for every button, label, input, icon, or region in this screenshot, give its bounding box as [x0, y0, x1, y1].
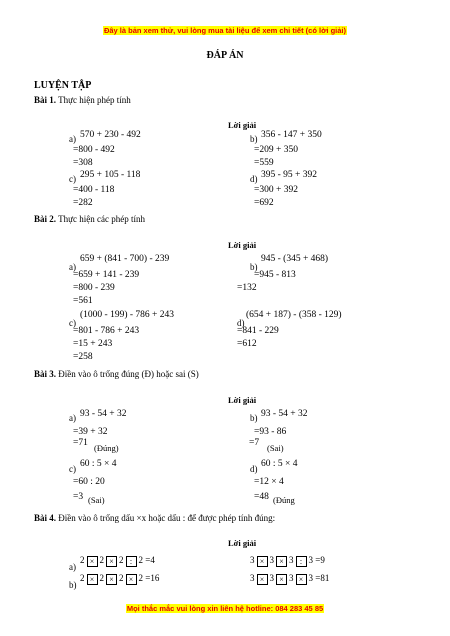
bai1-d-line: =300 + 392 — [254, 185, 298, 195]
bai1-heading: Bài 1. Thực hiện phép tính — [34, 95, 131, 105]
operator-box[interactable]: × — [126, 574, 137, 585]
bai1-solution-label: Lời giải — [228, 120, 257, 130]
bai2-a-line: =561 — [73, 296, 93, 306]
bai2-d-label: d) — [237, 318, 245, 328]
bai3-d-line: =12 × 4 — [254, 477, 284, 487]
bai2-heading: Bài 2. Thực hiện các phép tính — [34, 214, 145, 224]
bai2-b-label: b) — [250, 262, 258, 272]
bai4-heading: Bài 4. Điền vào ô trống dấu ×x hoặc dấu : để được phép tính đúng: — [34, 513, 276, 523]
bai1-a-label: a) — [69, 134, 76, 144]
bai3-c-verdict: (Sai) — [88, 495, 105, 505]
bai3-heading: Bài 3. Điền vào ô trống đúng (Đ) hoặc sai (S) — [34, 369, 199, 379]
bai1-a-line: =800 - 492 — [73, 145, 115, 155]
bai1-b-line: =559 — [254, 158, 274, 168]
bai3-c-line: 60 : 5 × 4 — [80, 459, 117, 469]
bai1-b-line: 356 - 147 + 350 — [261, 130, 322, 140]
bai2-d-line: =612 — [237, 339, 257, 349]
bai3-solution-label: Lời giải — [228, 395, 257, 405]
bai1-b-line: =209 + 350 — [254, 145, 298, 155]
bai2-a-line: 659 + (841 - 700) - 239 — [80, 254, 170, 264]
bai3-b-verdict: (Sai) — [267, 443, 284, 453]
bai3-a-verdict: (Đúng) — [94, 443, 119, 453]
bai3-a-line: =71 — [73, 438, 88, 448]
bai1-d-label: d) — [250, 174, 258, 184]
bai3-d-line: 60 : 5 × 4 — [261, 459, 298, 469]
bai4-d-expression: 3 × 3 × 3 × 3 =81 — [250, 573, 330, 584]
operator-box[interactable]: × — [257, 556, 268, 567]
section-title: LUYỆN TẬP — [34, 80, 92, 91]
bai4-c-expression: 3 × 3 × 3 : 3 =9 — [250, 555, 325, 566]
bai1-d-line: 395 - 95 + 392 — [261, 170, 318, 180]
bai3-d-label: d) — [250, 464, 258, 474]
bai2-b-line: =945 - 813 — [254, 270, 296, 280]
bai2-d-line: =841 - 229 — [237, 326, 279, 336]
bai1-a-line: 570 + 230 - 492 — [80, 130, 141, 140]
hotline-banner: Mọi thắc mắc vui lòng xin liên hệ hotline: 084 283 45 85 — [126, 604, 324, 613]
bai1-d-line: =692 — [254, 198, 274, 208]
bai1-c-line: =282 — [73, 198, 93, 208]
operator-box[interactable]: × — [106, 574, 117, 585]
bai4-b-label: b) — [69, 580, 77, 590]
operator-box[interactable]: × — [87, 556, 98, 567]
bai3-a-label: a) — [69, 413, 76, 423]
bai2-c-line: (1000 - 199) - 786 + 243 — [80, 310, 175, 320]
bai4-a-expression: 2 × 2 × 2 : 2 =4 — [80, 555, 155, 566]
bai3-c-label: c) — [69, 464, 76, 474]
bai2-solution-label: Lời giải — [228, 240, 257, 250]
bai3-b-label: b) — [250, 413, 258, 423]
bai2-a-line: =659 + 141 - 239 — [73, 270, 140, 280]
bai2-c-line: =15 + 243 — [73, 339, 113, 349]
operator-box[interactable]: × — [87, 574, 98, 585]
bai4-a-label: a) — [69, 562, 76, 572]
bai4-b-expression: 2 × 2 × 2 × 2 =16 — [80, 573, 160, 584]
bai2-d-line: (654 + 187) - (358 - 129) — [246, 310, 342, 320]
bai3-b-line: =93 - 86 — [254, 427, 287, 437]
page-title: ĐÁP ÁN — [206, 50, 244, 61]
bai1-c-label: c) — [69, 174, 76, 184]
bai2-c-line: =801 - 786 + 243 — [73, 326, 140, 336]
operator-box[interactable]: : — [296, 556, 307, 567]
operator-box[interactable]: × — [276, 556, 287, 567]
bai3-b-line: =7 — [249, 438, 260, 448]
bai2-b-line: =132 — [237, 283, 257, 293]
bai2-c-label: c) — [69, 318, 76, 328]
operator-box[interactable]: × — [276, 574, 287, 585]
bai1-a-line: =308 — [73, 158, 93, 168]
bai1-b-label: b) — [250, 134, 258, 144]
bai1-c-line: 295 + 105 - 118 — [80, 170, 141, 180]
bai2-a-line: =800 - 239 — [73, 283, 115, 293]
operator-box[interactable]: : — [126, 556, 137, 567]
bai3-a-line: =39 + 32 — [73, 427, 108, 437]
bai2-c-line: =258 — [73, 352, 93, 362]
bai3-b-line: 93 - 54 + 32 — [261, 409, 308, 419]
bai3-d-line: =48 — [254, 492, 269, 502]
operator-box[interactable]: × — [106, 556, 117, 567]
bai3-d-verdict: (Đúng — [273, 495, 295, 505]
bai3-c-line: =60 : 20 — [73, 477, 105, 487]
preview-banner: Đây là bản xem thử, vui lòng mua tài liệu để xem chi tiết (có lời giải) — [103, 26, 347, 35]
bai4-solution-label: Lời giải — [228, 538, 257, 548]
bai2-b-line: 945 - (345 + 468) — [261, 254, 329, 264]
bai3-a-line: 93 - 54 + 32 — [80, 409, 127, 419]
bai3-c-line: =3 — [73, 492, 84, 502]
operator-box[interactable]: × — [296, 574, 307, 585]
bai2-a-label: a) — [69, 262, 76, 272]
bai1-c-line: =400 - 118 — [73, 185, 115, 195]
operator-box[interactable]: × — [257, 574, 268, 585]
